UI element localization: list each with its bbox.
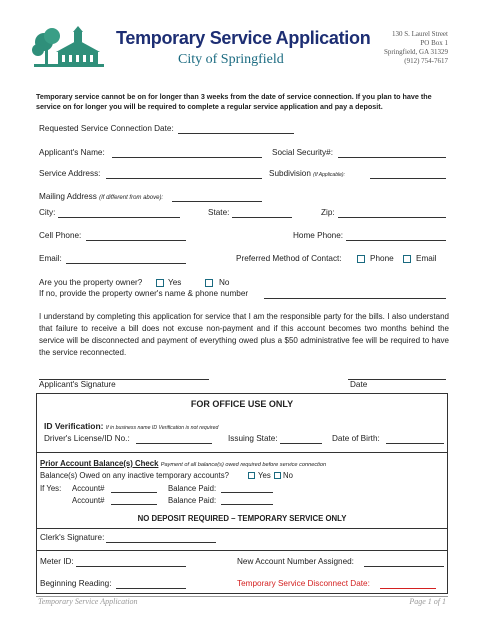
balance-yes-label: Yes — [258, 471, 271, 480]
home-phone-field[interactable] — [346, 240, 446, 241]
balance-paid1-field[interactable] — [221, 492, 273, 493]
disconnect-date-label: Temporary Service Disconnect Date: — [237, 579, 370, 588]
mailing-address-label — [39, 192, 163, 201]
ssn-field[interactable] — [338, 157, 446, 158]
email-field[interactable] — [66, 263, 186, 264]
license-label: Driver's License/ID No.: — [44, 434, 130, 443]
meter-id-label: Meter ID: — [40, 557, 74, 566]
clerk-label: Clerk's Signature: — [40, 533, 105, 542]
zip-label: Zip: — [321, 208, 335, 217]
home-phone-label: Home Phone: — [293, 231, 344, 240]
city-logo — [32, 22, 106, 72]
license-field[interactable] — [136, 443, 212, 444]
service-address-field[interactable] — [106, 178, 262, 179]
address-line: PO Box 1 — [420, 39, 448, 47]
contact-email-label: Email — [416, 254, 437, 263]
if-yes-label: If Yes: — [40, 484, 62, 493]
owner-no-checkbox[interactable] — [205, 279, 213, 287]
dob-label: Date of Birth: — [332, 434, 380, 443]
issuing-state-label: Issuing State: — [228, 434, 278, 443]
office-divider — [36, 550, 448, 551]
beginning-reading-label: Beginning Reading: — [40, 579, 112, 588]
requested-date-field[interactable] — [178, 133, 294, 134]
owner-no-label: No — [219, 278, 230, 287]
balance-no-checkbox[interactable] — [274, 472, 281, 479]
owner-info-field[interactable] — [264, 298, 446, 299]
id-verification-text: ID Verification: — [44, 421, 104, 431]
email-label: Email: — [39, 254, 62, 263]
subdivision-text: Subdivision — [269, 169, 311, 178]
contact-method-label: Preferred Method of Contact: — [236, 254, 342, 263]
state-label: State: — [208, 208, 230, 217]
new-account-field[interactable] — [364, 566, 444, 567]
subdivision-label — [269, 169, 345, 178]
dob-field[interactable] — [386, 443, 444, 444]
agreement-text: I understand by completing this application for service that I am the responsible party for the bills. I also understand that failure to receive a bill does not excuse non-payment and if this account becomes two months behind the service will be disconnected and payment of everything owed plus a $50 administrative fee will be required to have the service reconnected. — [39, 312, 449, 357]
beginning-reading-field[interactable] — [116, 588, 186, 589]
service-address-label: Service Address: — [39, 169, 101, 178]
balance-yes-checkbox[interactable] — [248, 472, 255, 479]
city-label: City: — [39, 208, 56, 217]
id-verification-label — [44, 421, 218, 431]
requested-date-label: Requested Service Connection Date: — [39, 124, 174, 133]
cell-phone-field[interactable] — [86, 240, 186, 241]
mailing-address-field[interactable] — [172, 201, 262, 202]
office-divider — [36, 528, 448, 529]
balance-paid1-label: Balance Paid: — [168, 484, 217, 493]
mailing-note: (If different from above): — [99, 195, 164, 201]
subdivision-note: (If Applicable): — [313, 172, 345, 178]
city-field[interactable] — [58, 217, 180, 218]
no-deposit-label: NO DEPOSIT REQUIRED – TEMPORARY SERVICE ONLY — [137, 514, 347, 523]
subdivision-field[interactable] — [370, 178, 446, 179]
owner-yes-checkbox[interactable] — [156, 279, 164, 287]
contact-phone-label: Phone — [370, 254, 394, 263]
page-title: Temporary Service Application — [116, 28, 371, 48]
id-verification-note: If in business name ID Verification is not required — [105, 425, 219, 431]
address-line: 130 S. Laurel Street — [392, 30, 448, 38]
notice-text: Temporary service cannot be on for longer than 3 weeks from the date of service connection. If you plan to have the service on for longer you will be required to complete a regular service application and pay a deposit. — [36, 92, 432, 111]
footer-left: Temporary Service Application — [38, 597, 138, 606]
contact-email-checkbox[interactable] — [403, 255, 411, 263]
meter-id-field[interactable] — [76, 566, 186, 567]
issuing-state-field[interactable] — [280, 443, 322, 444]
owner-info-label: If no, provide the property owner's name & phone number — [39, 289, 249, 298]
account1-label: Account# — [72, 484, 105, 493]
footer-page-number: Page 1 of 1 — [409, 597, 446, 606]
address-line: Springfield, GA 31329 — [384, 48, 448, 56]
new-account-label: New Account Number Assigned: — [237, 557, 354, 566]
office-divider — [36, 452, 448, 453]
applicant-name-field[interactable] — [112, 157, 262, 158]
balance-owed-label: Balance(s) Owed on any inactive temporary accounts? — [40, 471, 229, 480]
owner-yes-label: Yes — [168, 278, 182, 287]
office-use-title: FOR OFFICE USE ONLY — [190, 399, 294, 409]
cell-phone-label: Cell Phone: — [39, 231, 82, 240]
account2-label: Account# — [72, 496, 105, 505]
ssn-label: Social Security#: — [272, 148, 333, 157]
city-address — [360, 30, 448, 66]
date-label: Date — [350, 380, 368, 389]
balance-no-label: No — [283, 471, 293, 480]
balance-paid2-field[interactable] — [221, 504, 273, 505]
prior-balance-text: Prior Account Balance(s) Check — [40, 459, 159, 468]
prior-balance-label — [40, 459, 326, 468]
city-name: City of Springfield — [178, 52, 284, 67]
zip-field[interactable] — [338, 217, 446, 218]
account2-field[interactable] — [111, 504, 157, 505]
owner-question-label: Are you the property owner? — [39, 278, 143, 287]
clerk-field[interactable] — [106, 542, 216, 543]
disconnect-date-field[interactable] — [380, 588, 436, 589]
state-field[interactable] — [232, 217, 292, 218]
applicant-name-label: Applicant's Name: — [39, 148, 105, 157]
prior-balance-note: Payment of all balance(s) owed required before service connection — [160, 462, 327, 468]
mailing-text: Mailing Address — [39, 192, 97, 201]
account1-field[interactable] — [111, 492, 157, 493]
signature-label: Applicant's Signature — [39, 380, 116, 389]
address-line: (912) 754-7617 — [404, 57, 448, 65]
contact-phone-checkbox[interactable] — [357, 255, 365, 263]
balance-paid2-label: Balance Paid: — [168, 496, 217, 505]
